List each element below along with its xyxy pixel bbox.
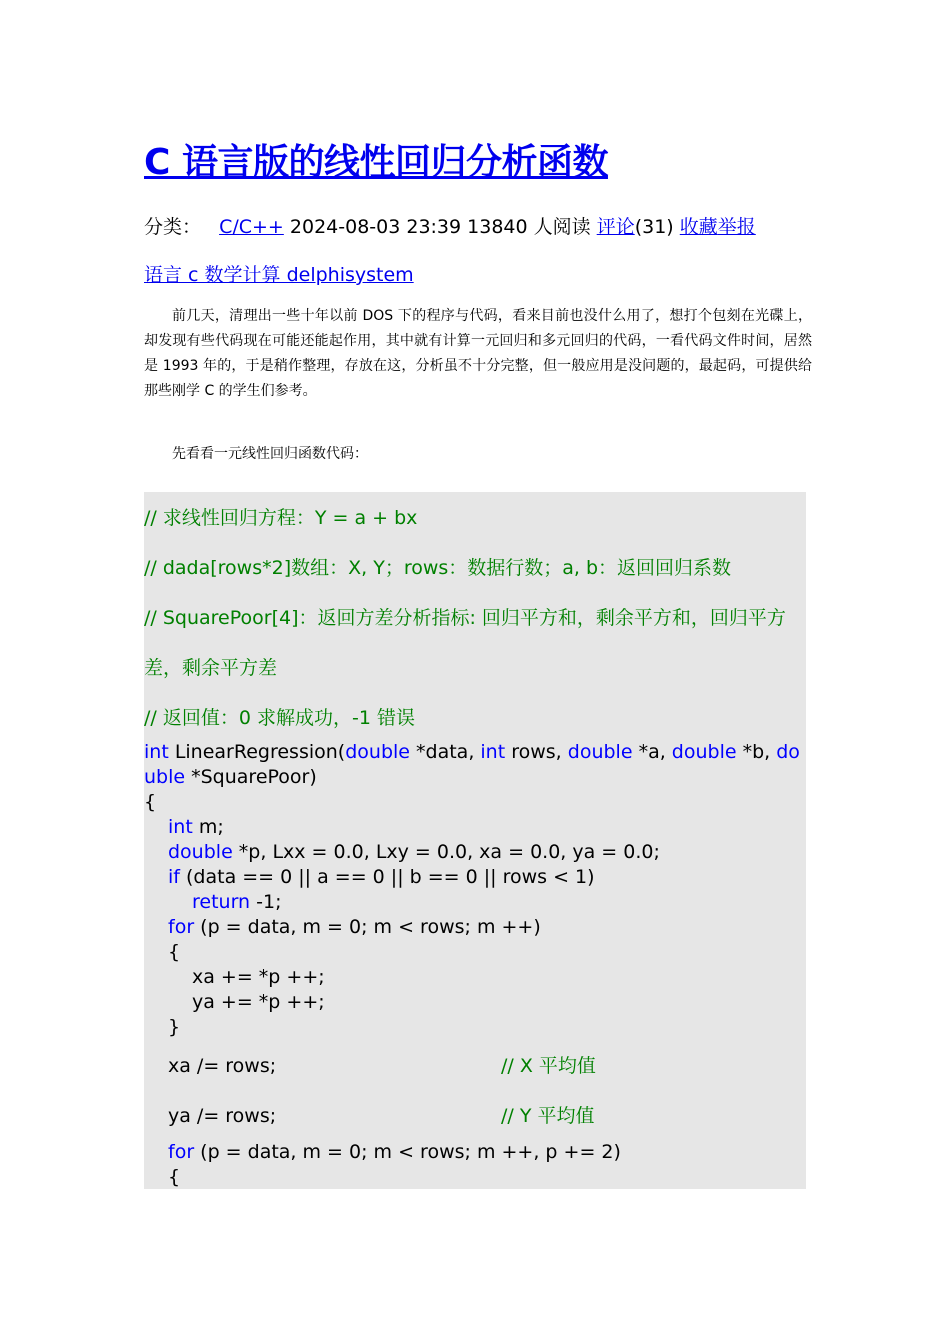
code-keyword: do	[776, 741, 800, 763]
code-line	[144, 815, 806, 840]
code-line: {	[168, 1166, 181, 1188]
code-keyword: return	[192, 891, 251, 913]
code-keyword: if	[168, 866, 180, 888]
code-keyword: double	[168, 841, 233, 863]
post-datetime: 2024-08-03 23:39	[289, 216, 462, 238]
code-text: LinearRegression(	[168, 741, 346, 763]
code-line	[144, 1054, 806, 1079]
code-keyword: uble	[144, 766, 186, 788]
comment-count: (31)	[634, 216, 674, 238]
code-keyword: int	[144, 741, 169, 763]
code-text: *SquarePoor)	[185, 766, 317, 788]
code-text: (data == 0 || a == 0 || b == 0 || rows < 1)	[179, 866, 595, 888]
code-comment: // Y 平均值	[501, 1105, 595, 1127]
code-keyword: for	[168, 916, 195, 938]
code-line	[144, 840, 806, 865]
code-line-signature	[144, 740, 806, 765]
code-line	[144, 915, 806, 940]
code-text: xa /= rows;	[168, 1055, 277, 1077]
code-text: *b,	[736, 741, 777, 763]
code-keyword: double	[671, 741, 737, 763]
view-count: 13840 人阅读	[467, 216, 591, 238]
code-text: -1;	[250, 891, 282, 913]
code-comment: // 求线性回归方程：Y = a + bx	[144, 507, 418, 529]
code-line: {	[168, 941, 181, 963]
code-keyword: int	[480, 741, 506, 763]
tag-list	[144, 262, 812, 288]
code-text: m;	[192, 816, 224, 838]
comment-link[interactable]: 评论	[596, 216, 635, 238]
intro-paragraph: 前几天，清理出一些十年以前 DOS 下的程序与代码，看来目前也没什么用了，想打个包刻在光碟上，却发现有些代码现在可能还能起作用，其中就有计算一元回归和多元回归的代码，一看代码文件时间，居然是 1993 年的，于是稍作整理，存放在这，分析虽不十分完整，但一般应用是没问题的，最起码，可提供给那些刚学 C 的学生们参考。	[144, 308, 812, 399]
code-text: (p = data, m = 0; m < rows; m ++, p += 2)	[194, 1141, 621, 1163]
code-text: rows,	[505, 741, 568, 763]
code-text: *data,	[409, 741, 481, 763]
code-comment: // dada[rows*2]数组：X, Y；rows：数据行数；a, b：返回回归系数	[144, 557, 732, 579]
code-line-signature-cont	[144, 765, 806, 790]
lead-paragraph: 先看看一元线性回归函数代码：	[172, 446, 368, 462]
code-line	[144, 890, 806, 915]
favorite-link[interactable]: 收藏	[679, 216, 718, 238]
code-line	[144, 1104, 806, 1129]
report-link[interactable]: 举报	[717, 216, 756, 238]
code-comment: // 返回值：0 求解成功，-1 错误	[144, 707, 415, 729]
code-line	[144, 865, 806, 890]
article	[144, 140, 812, 478]
code-comment: // SquarePoor[4]：返回方差分析指标: 回归平方和，剩余平方和，回归平方差，剩余平方差	[144, 607, 786, 679]
category-link[interactable]: C/C++	[219, 216, 284, 238]
article-title-link[interactable]: C 语言版的线性回归分析函数	[144, 142, 608, 183]
code-block	[144, 492, 806, 1189]
code-line: ya += *p ++;	[192, 991, 325, 1013]
code-text: ya /= rows;	[168, 1105, 277, 1127]
code-text: (p = data, m = 0; m < rows; m ++)	[194, 916, 541, 938]
code-line: }	[168, 1016, 181, 1038]
code-line: {	[144, 791, 157, 813]
code-text: *p, Lxx = 0.0, Lxy = 0.0, xa = 0.0, ya = 0.0;	[232, 841, 660, 863]
code-keyword: int	[168, 816, 193, 838]
code-line	[144, 1140, 806, 1165]
code-keyword: double	[567, 741, 633, 763]
code-line: xa += *p ++;	[192, 966, 325, 988]
tag-links[interactable]: 语言 c 数学计算 delphisystem	[144, 264, 414, 286]
code-keyword: for	[168, 1141, 195, 1163]
article-meta	[144, 214, 812, 240]
code-text: *a,	[632, 741, 672, 763]
code-keyword: double	[345, 741, 410, 763]
category-label: 分类：	[144, 216, 202, 238]
code-comment: // X 平均值	[501, 1055, 596, 1077]
